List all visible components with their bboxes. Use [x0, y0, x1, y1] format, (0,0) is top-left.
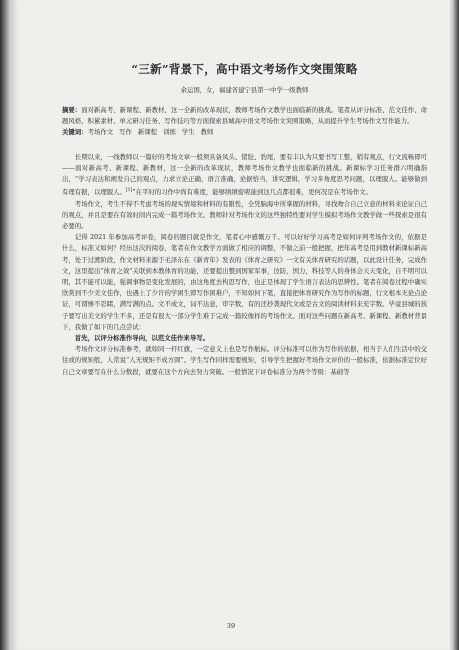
body-paragraph: 考场作文，考生不得不考虑考场的现实情境和材料的有限性，全凭脑海中所掌握的材料，寻找吻合自己立意的材料来论证自己的观点，并且是要在有效时间内完成一篇考场作文。教师针对考场作文的这些独特性要对学生模拟考场作文教学做一些探索是很有必要的。	[62, 199, 427, 230]
keyword: 考场作文	[87, 128, 114, 137]
keywords	[62, 127, 427, 138]
page-number: 39	[226, 622, 236, 630]
article-body	[62, 62, 427, 378]
article-title: “三新”背景下，高中语文考场作文突围策略	[131, 62, 358, 76]
keyword: 写作	[119, 128, 132, 137]
abstract-label: 摘要：	[62, 106, 82, 114]
keyword: 学生	[181, 128, 195, 137]
abstract	[62, 105, 427, 127]
paragraph-text: 长期以来，一线教师以一篇好的考场文章一般须具备凤头、猪肚、豹尾，要有丰认为只要书写工整，稍有观点，行文流畅即可——面对新高考、新课程、新教材，这一全新的改革现状，教师考场作文教学也面临新的挑战。新课标学习任务群六明确指出，“学习表达和阐发自己的观点，力求立论正确，语言准确，论据恰当，讲究逻辑，学习多角度思考问题，以理服人。能够做到有理有据，以理服人。	[62, 152, 427, 197]
keyword: 训练	[163, 128, 176, 137]
document-page	[12, 0, 450, 650]
author-info: 余运国，女，福建省建宁县第一中学一级教师	[180, 86, 309, 94]
section-heading: 首先，以评分标准作导向，以范文佳作来导写。	[74, 333, 209, 342]
keyword: 教师	[200, 128, 214, 137]
citation-mark: [1]	[125, 188, 133, 194]
abstract-text: 面对新高考、新课程、新教材，这一全新的改革现状，教师考场作文教学也面临新的挑战。笔者从评分标准、范文佳作、命题风格、积累素材、单元研习任务、写作技巧等方面探索县城高中语文考场作文突围策略，从而提升学生考场作文写作能力。	[62, 106, 428, 126]
body-paragraph	[62, 152, 427, 199]
body-paragraph: 记得 2021 年参加高考评卷，阅卷的题目就是作文，笔者心中感慨万千。可以好好学习高考是如何评判考场作文的，依据是什么，标准又如何？经历这次的阅卷，笔者在作文教学方面做了相应的调整，不做之前一般把握，把年高考是用到教材新课标新高考，处于过渡阶段，作文材料来源于毛泽东在《新青年》发表的《体育之研究》一文有关体育研究的话题，以此设计任务，完成作文，这里提出“体育之效”关联到本教体育的功能，还要提出整到国家军事，边防，国力，科技等人的身体会天天变化，自不明可以明，其不能可以能，强调事物是变化发展的，由这角度去构思写作，也正是体现了学生语言表达的思辨性。笔者在阅卷过程中确实欣赏到不少美文佳作，也遇上了少许的学困生即写作困难户，不知如何下笔，直接把体育研究作为写作的标题，行文根本无论点论证，可谓惨不忍睹，满写满的点。文不成文，词不达意，审字数，有的还抄袭现代文或是古文的阅读材料来充字数。毕竟县城的孩子要写出美文的学生不多，还是有很大一部分学生难于完成一篇较像样的考场作文。面对这些问题在新高考、新课程、新教材背景下，我做了如下的几点尝试：	[62, 233, 427, 331]
body-paragraph: 考场作文评分标准参考，就如同一杆红旗，一定意义上也是写作航标。评分标准可以作为写作的依据，相当于人们生活中的交往或的规矩般，人常说“人无规矩不成方圆”。学生写作同样需要规矩，引导学生把握好考场作文评价的一般标准，依据标准定位好自己文章要写在什么分数段，就要在这个方向去努力突破。一般情况下评卷标准分为两个等级：基础等	[62, 345, 427, 376]
keyword: 新课程	[137, 128, 158, 137]
paragraph-text: ”在平时的习作中尚有难度，能够缜缜密呢能到这几点都很难，更何况是在考场作文。	[132, 188, 372, 197]
keywords-label: 关键词：	[62, 128, 88, 137]
